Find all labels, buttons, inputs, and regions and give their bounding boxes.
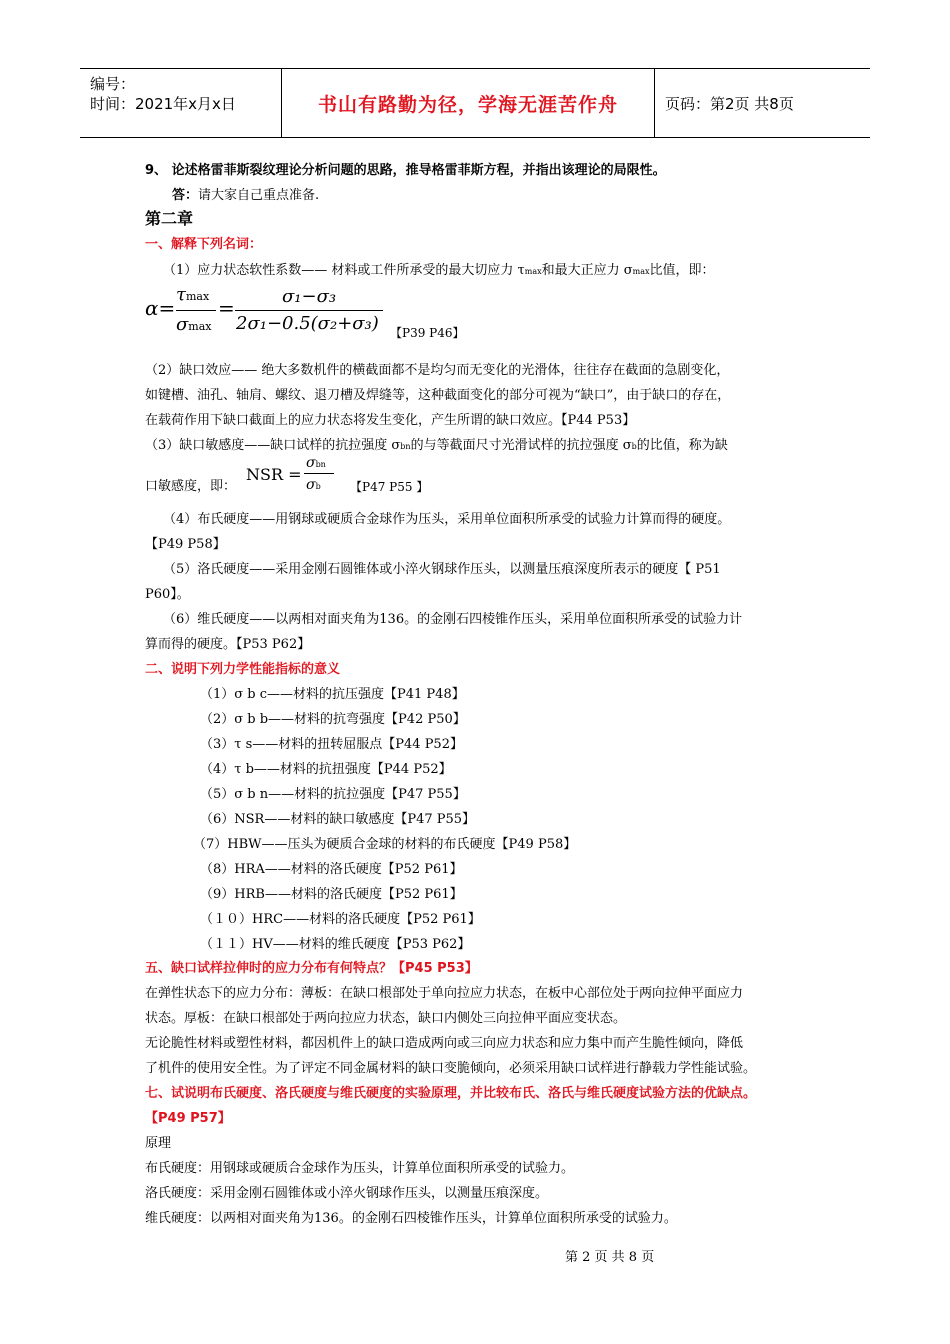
section-7-title-line-2: 【P49 P57】 (145, 1111, 231, 1126)
formula-equals: = (218, 296, 235, 320)
formula-num1-sym: τ (176, 284, 186, 305)
nsr-ref: 【P47 P55 】 (350, 480, 429, 494)
brinell-principle: 布氏硬度：用钢球或硬质合金球作为压头，计算单位面积所承受的试验力。 (145, 1161, 575, 1176)
indicator-item: （5）σ b n——材料的抗拉强度【P47 P55】 (200, 787, 466, 802)
definition-2-line-3: 在载荷作用下缺口截面上的应力状态将发生变化，产生所谓的缺口效应。【P44 P53】 (145, 413, 636, 428)
nsr-lhs: NSR = (246, 465, 302, 484)
formula-fraction-line-2 (235, 310, 383, 311)
nsr-fraction-line (304, 473, 334, 474)
indicator-item: （1）σ b c——材料的抗压强度【P41 P48】 (200, 687, 465, 702)
indicator-item: （１０）HRC——材料的洛氏硬度【P52 P61】 (200, 912, 481, 927)
page-footer: 第 2 页 共 8 页 (565, 1250, 655, 1265)
section-1-title: 一、解释下列名词： (145, 237, 263, 252)
definition-6-line-1: （6）维氏硬度——以两相对面夹角为136。的金刚石四棱锥作压头，采用单位面积所承受的试验力计 (163, 612, 743, 627)
definition-6-line-2: 算而得的硬度。【P53 P62】 (145, 637, 311, 652)
definition-4-line-2: 【P49 P58】 (145, 537, 226, 552)
formula-den1-sym: σ (176, 314, 189, 335)
indicator-item: （１１）HV——材料的维氏硬度【P53 P62】 (200, 937, 471, 952)
formula-fraction-line-1 (176, 310, 216, 311)
answer-9 (172, 187, 319, 205)
nsr-num-sym: σ (306, 455, 316, 471)
date-label: 时间：2021年x月x日 (90, 95, 236, 113)
indicator-item: （9）HRB——材料的洛氏硬度【P52 P61】 (200, 887, 463, 902)
page-label: 页码：第2页 共8页 (665, 94, 794, 113)
nsr-den-sub: b (315, 482, 321, 491)
definition-3-line-1 (145, 437, 728, 456)
formula-num1-sub: max (185, 290, 210, 303)
number-label: 编号： (90, 75, 136, 93)
section-5-para-2-line-1: 无论脆性材料或塑性材料，都因机件上的缺口造成两向或三向应力状态和应力集中而产生脆性倾向，降低 (145, 1036, 744, 1051)
indicator-item: （2）σ b b——材料的抗弯强度【P42 P50】 (200, 712, 466, 727)
def3-sub2: b (631, 442, 637, 451)
section-5-para-1-line-2: 状态。厚板：在缺口根部处于两向拉应力状态，缺口内侧处三向拉伸平面应变状态。 (145, 1011, 627, 1026)
answer-label: 答： (172, 188, 199, 203)
question-9: 9、 论述格雷菲斯裂纹理论分析问题的思路，推导格雷菲斯方程，并指出该理论的局限性。 (145, 163, 666, 178)
formula-alpha-lhs: α= (145, 296, 176, 320)
page-header (80, 68, 870, 138)
definition-3-line-2: 口敏感度，即： (145, 479, 237, 494)
nsr-num (306, 455, 326, 471)
definition-4-line-1: （4）布氏硬度——用钢球或硬质合金球作为压头，采用单位面积所承受的试验力计算而得的硬度。 (163, 512, 731, 527)
def1-sub2: max (632, 267, 650, 276)
rockwell-principle: 洛氏硬度：采用金刚石圆锥体或小淬火钢球作压头，以测量压痕深度。 (145, 1186, 549, 1201)
formula-den1-sub: max (188, 320, 212, 333)
def3-part-a: （3）缺口敏感度——缺口试样的抗拉强度 σ (145, 438, 401, 453)
nsr-den (306, 477, 321, 493)
indicator-item: （8）HRA——材料的洛氏硬度【P52 P61】 (200, 862, 463, 877)
definition-5-line-2: P60】。 (145, 587, 190, 602)
def3-part-c: 的比值，称为缺 (636, 438, 728, 453)
def1-part-a: （1）应力状态软性系数—— 材料或工件所承受的最大切应力 τ (163, 263, 525, 278)
def3-part-b: 的与等截面尺寸光滑试样的抗拉强度 σ (410, 438, 632, 453)
formula-ref: 【P39 P46】 (390, 326, 465, 340)
nsr-num-sub: bn (315, 460, 326, 469)
section-5-title: 五、缺口试样拉伸时的应力分布有何特点？【P45 P53】 (145, 961, 478, 976)
answer-text: 请大家自己重点准备. (198, 188, 320, 203)
definition-1 (163, 262, 715, 281)
indicator-item: （6）NSR——材料的缺口敏感度【P47 P55】 (200, 812, 476, 827)
chapter-title: 第二章 (145, 209, 194, 228)
definition-2-line-1: （2）缺口效应—— 绝大多数机件的横截面都不是均匀而无变化的光滑体，往往存在截面的急剧变化， (145, 363, 730, 378)
def1-part-c: 比值，即： (649, 263, 715, 278)
formula-num1 (176, 284, 209, 305)
formula-num2: σ₁−σ₃ (282, 286, 337, 307)
section-2-title: 二、说明下列力学性能指标的意义 (145, 662, 341, 677)
def1-part-b: 和最大正应力 σ (541, 263, 633, 278)
def1-sub1: max (524, 267, 542, 276)
principle-heading: 原理 (145, 1136, 172, 1151)
formula-den1 (176, 314, 212, 335)
definition-2-line-2: 如键槽、油孔、轴肩、螺纹、退刀槽及焊缝等，这种截面变化的部分可视为“缺口”，由于缺口的存在， (145, 388, 731, 403)
def3-sub1: bn (400, 442, 411, 451)
section-7-title-line-1: 七、试说明布氏硬度、洛氏硬度与维氏硬度的实验原理，并比较布氏、洛氏与维氏硬度试验方法的优缺点。 (145, 1086, 757, 1101)
header-meta (80, 69, 282, 137)
indicator-item: （4）τ b——材料的抗扭强度【P44 P52】 (200, 762, 452, 777)
section-5-para-1-line-1: 在弹性状态下的应力分布：薄板：在缺口根部处于单向拉应力状态，在板中心部位处于两向拉伸平面应力 (145, 986, 744, 1001)
nsr-den-sym: σ (306, 477, 316, 493)
motto: 书山有路勤为径，学海无涯苦作舟 (282, 69, 655, 137)
section-5-para-2-line-2: 了机件的使用安全性。为了评定不同金属材料的缺口变脆倾向，必须采用缺口试样进行静载力学性能试验。 (145, 1061, 757, 1076)
vickers-principle: 维氏硬度：以两相对面夹角为136。的金刚石四棱锥作压头，计算单位面积所承受的试验力。 (145, 1211, 677, 1226)
definition-5-line-1: （5）洛氏硬度——采用金刚石圆锥体或小淬火钢球作压头，以测量压痕深度所表示的硬度【 P51 (163, 562, 721, 577)
formula-den2: 2σ₁−0.5(σ₂+σ₃) (236, 313, 379, 334)
indicator-item: （3）τ s——材料的扭转屈服点【P44 P52】 (200, 737, 463, 752)
indicator-item: （7）HBW——压头为硬质合金球的材料的布氏硬度【P49 P58】 (193, 837, 577, 852)
